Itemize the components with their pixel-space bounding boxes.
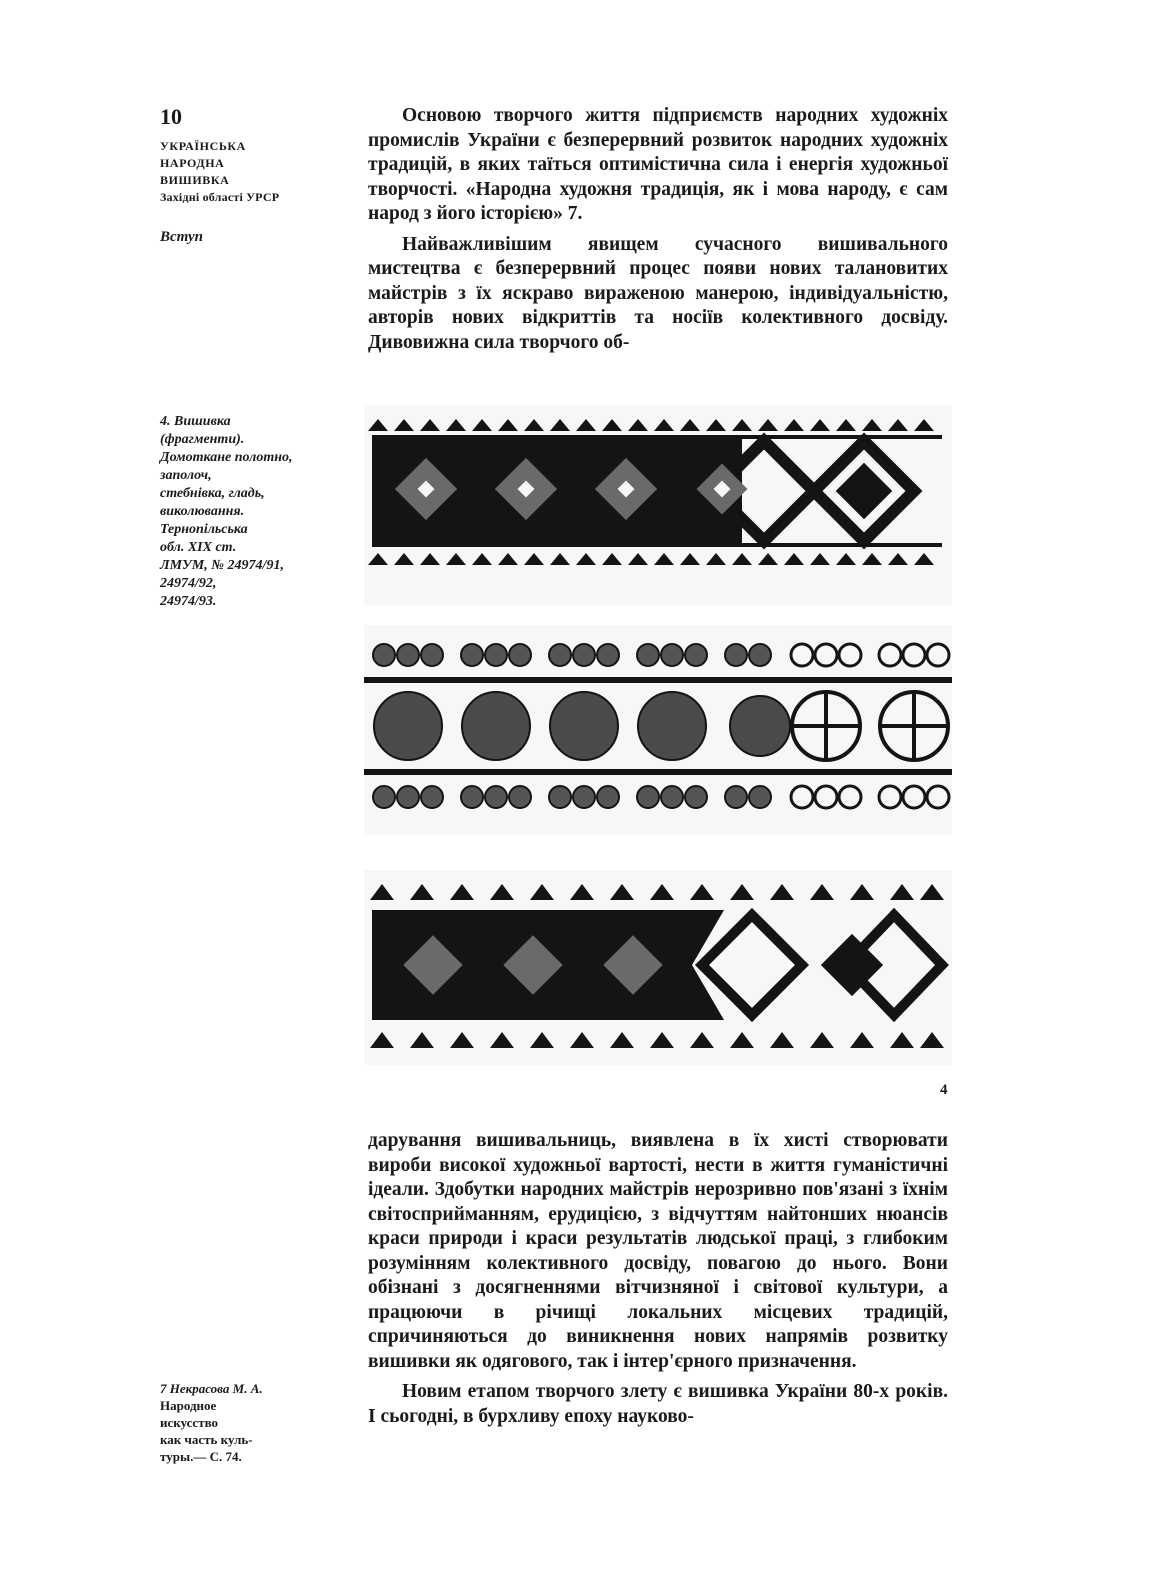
header-subtitle: Західні області УРСР <box>160 190 280 204</box>
caption-line: виколювання. <box>160 504 245 519</box>
running-header <box>160 138 279 206</box>
embroidery-fragment-2 <box>364 625 952 835</box>
embroidery-fragment-3 <box>364 870 952 1065</box>
caption-line: заполоч, <box>160 468 212 483</box>
paragraph: Найважливішим явищем сучасного вишивального мистецтва є безперервний процес появи нових талановитих майстрів з їх яскраво вираженою манерою, індивідуальністю, авторів нових відкриттів та носіїв колективного досвіду. Дивовижна сила творчого об- <box>368 233 948 353</box>
figure-number: 4 <box>940 1082 948 1098</box>
footnote-line: туры.— С. 74. <box>160 1449 242 1464</box>
header-line: НАРОДНА <box>160 156 225 170</box>
header-line: ВИШИВКА <box>160 173 230 187</box>
body-text-bottom <box>368 1129 948 1435</box>
footnote-line: как часть куль- <box>160 1432 253 1447</box>
paragraph: Новим етапом творчого злету є вишивка України 80-х років. І сьогодні, в бурхливу епоху науково- <box>368 1381 948 1427</box>
caption-line: ЛМУМ, № 24974/91, <box>160 558 284 573</box>
page-number: 10 <box>160 104 182 129</box>
section-label: Вступ <box>160 229 203 245</box>
caption-line: стебнівка, гладь, <box>160 486 265 501</box>
body-text-top <box>368 104 948 361</box>
caption-line: Тернопільська <box>160 522 248 537</box>
caption-line: Домоткане полотно, <box>160 450 293 465</box>
figure-caption <box>160 413 360 611</box>
paragraph: дарування вишивальниць, виявлена в їх хисті створювати вироби високої художньої вартості, нести в життя гуманістичні ідеали. Здобутки народних майстрів нерозривно пов'язані з їхнім світосприйманням, ерудицією, з відчуттям найтонших нюансів краси природи і краси результатів людської праці, з глибоким розумінням колективного досвіду, повагою до нього. Вони обізнані з досягненнями вітчизняної і світової культури, а працюючи в річищі локальних місцевих традицій, спричиняються до виникнення нових напрямів розвитку вишивки як одягового, так і інтер'єрного призначення. <box>368 1130 948 1372</box>
header-line: УКРАЇНСЬКА <box>160 139 246 153</box>
caption-line: 24974/93. <box>160 594 217 609</box>
paragraph: Основою творчого життя підприємств народних художніх промислів України є безперервний розвиток народних художніх традицій, в яких таїться оптимістична сила і енергія художньої творчості. «Народна художня традиція, як і мова народу, є сам народ з його історією» 7. <box>368 105 948 224</box>
footnote-line: искусство <box>160 1415 219 1430</box>
embroidery-fragment-1 <box>364 405 952 605</box>
caption-line: 24974/92, <box>160 576 217 591</box>
caption-line: обл. XIX ст. <box>160 540 237 555</box>
footnote <box>160 1380 350 1465</box>
caption-line: (фрагменти). <box>160 432 245 447</box>
footnote-author: 7 Некрасова М. А. <box>160 1381 263 1396</box>
footnote-line: Народное <box>160 1398 217 1413</box>
caption-line: 4. Вишивка <box>160 414 231 429</box>
